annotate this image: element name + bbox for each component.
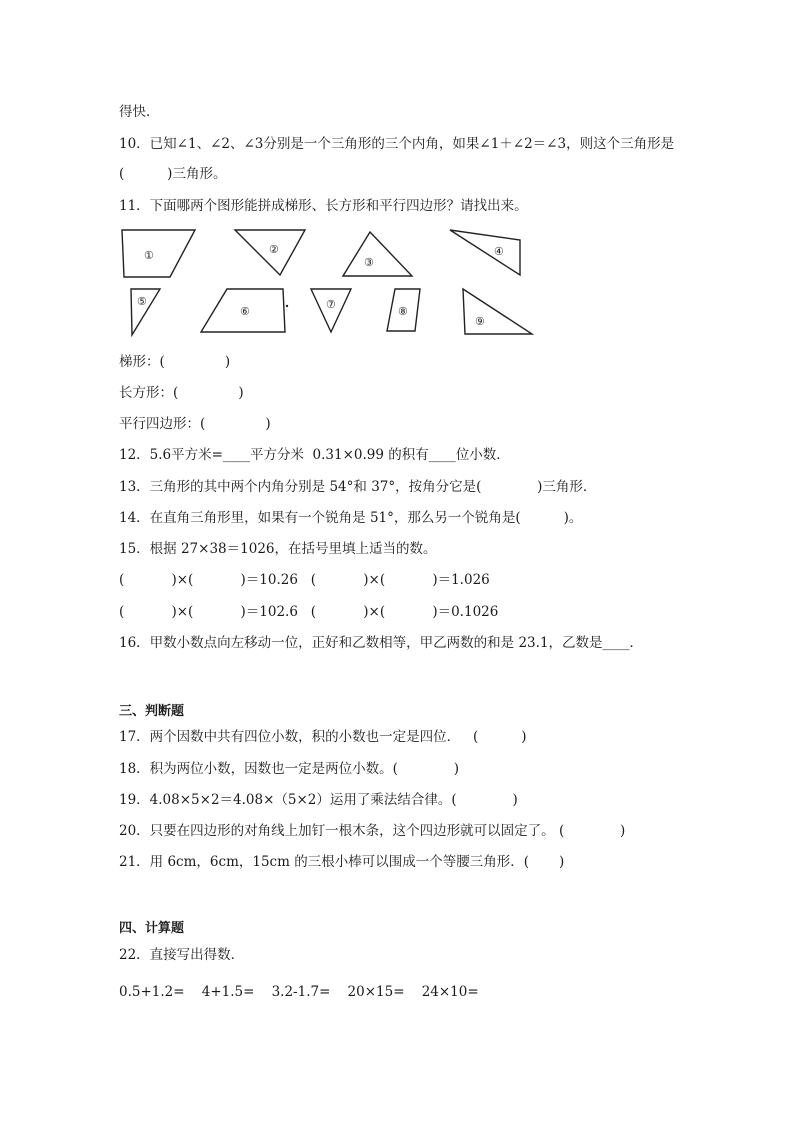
- question-21: 21．用 6cm，6cm，15cm 的三根小棒可以围成一个等腰三角形．( ): [119, 854, 565, 870]
- shapes-figure: [115, 222, 545, 342]
- question-16: 16．甲数小数点向左移动一位，正好和乙数相等，甲乙两数的和是 23.1，乙数是____．: [119, 635, 644, 651]
- question-11: 11．下面哪两个图形能拼成梯形、长方形和平行四边形？请找出来。: [119, 198, 528, 214]
- question-19: 19．4.08×5×2＝4.08×（5×2）运用了乘法结合律。( ): [119, 792, 518, 808]
- question-13: 13．三角形的其中两个内角分别是 54°和 37°，按角分它是( )三角形．: [119, 479, 597, 495]
- shape-label-4: ④: [494, 245, 504, 258]
- question-22: 22．直接写出得数．: [119, 947, 245, 963]
- answer-parallelogram: 平行四边形：( ): [119, 416, 271, 432]
- shape-label-3: ③: [364, 256, 374, 269]
- section-judgment-title: 三、判断题: [119, 704, 185, 719]
- question-20: 20．只要在四边形的对角线上加钉一根木条，这个四边形就可以固定了。 ( ): [119, 823, 626, 839]
- shape-label-8: ⑧: [398, 305, 408, 318]
- question-15-row-2: ( )×( )＝102.6 ( )×( )＝0.1026: [119, 604, 499, 620]
- question-12: 12．5.6平方米=____平方分米 0.31×0.99 的积有____位小数．: [119, 447, 510, 463]
- shape-label-9: ⑨: [475, 315, 485, 328]
- question-10-answer: ( )三角形。: [119, 166, 227, 182]
- shape-9: [463, 289, 532, 334]
- question-17: 17．两个因数中共有四位小数，积的小数也一定是四位． ( ): [119, 729, 527, 745]
- question-18: 18．积为两位小数，因数也一定是两位小数。( ): [119, 761, 459, 777]
- question-15-row-1: ( )×( )＝10.26 ( )×( )＝1.026: [119, 572, 490, 588]
- question-10: 10．已知∠1、∠2、∠3分别是一个三角形的三个内角，如果∠1＋∠2＝∠3，则这个三角形是: [119, 136, 675, 152]
- shape-label-2: ②: [269, 243, 279, 256]
- question-15: 15．根据 27×38＝1026，在括号里填上适当的数。: [119, 541, 437, 557]
- shape-label-7: ⑦: [326, 298, 336, 311]
- answer-rectangle: 长方形：( ): [119, 385, 244, 401]
- answer-trapezoid: 梯形：( ): [119, 354, 231, 370]
- line-cont: 得快．: [119, 104, 160, 120]
- question-22-items: 0.5+1.2= 4+1.5= 3.2-1.7= 20×15= 24×10=: [119, 984, 479, 1000]
- shape-3: [343, 232, 412, 276]
- shape-1: [122, 230, 195, 277]
- shape-label-1: ①: [144, 249, 154, 262]
- shape-label-6: ⑥: [240, 305, 250, 318]
- section-calc-title: 四、计算题: [119, 921, 185, 936]
- shape-label-5: ⑤: [137, 295, 147, 308]
- question-14: 14．在直角三角形里，如果有一个锐角是 51°，那么另一个锐角是( )。: [119, 510, 583, 526]
- shape-4: [450, 230, 520, 275]
